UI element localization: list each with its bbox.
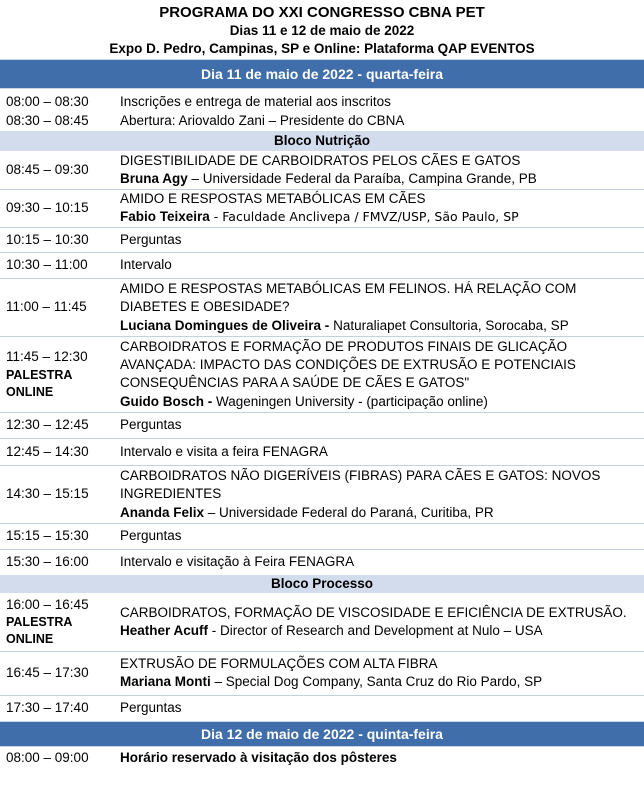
online-badge: PALESTRA ONLINE <box>6 615 72 647</box>
row-desc: Perguntas <box>120 700 182 716</box>
day-1-bar: Dia 11 de maio de 2022 - quarta-feira <box>0 59 644 89</box>
schedule-row <box>0 523 644 549</box>
row-desc: Perguntas <box>120 523 644 549</box>
session-title: CARBOIDRATOS E FORMAÇÃO DE PRODUTOS FINAIS DE GLICAÇÃO AVANÇADA: IMPACTO DAS CONDIÇÕES DE EXTRUSÃO E POTENCIAIS CONSEQUÊNCIAS PARA A SAÚDE DE CÃES E GATOS" <box>120 338 576 391</box>
session-row <box>0 593 644 651</box>
session-row <box>0 278 644 336</box>
row-desc: Perguntas <box>120 227 644 252</box>
row-desc: Intervalo e visita a feira FENAGRA <box>120 438 644 465</box>
speaker-affiliation: – Universidade Federal do Paraná, Curitiba, PR <box>204 504 494 520</box>
session-title: CARBOIDRATOS, FORMAÇÃO DE VISCOSIDADE E EFICIÊNCIA DE EXTRUSÃO. <box>120 604 627 620</box>
session-row <box>0 465 644 523</box>
session-cell <box>120 151 644 189</box>
session-speaker-line <box>120 393 634 411</box>
speaker-name: Luciana Domingues de Oliveira - <box>120 317 330 333</box>
session-cell <box>120 465 644 523</box>
session-title: DIGESTIBILIDADE DE CARBOIDRATOS PELOS CÃES E GATOS <box>120 152 521 168</box>
speaker-name: Mariana Monti <box>120 674 211 690</box>
row-desc: Intervalo <box>120 252 644 278</box>
speaker-affiliation: - Faculdade Anclivepa / FMVZ/USP, São Paulo, SP <box>209 209 519 225</box>
row-time: 11:00 – 11:45 <box>0 278 120 336</box>
row-time: 08:00 – 09:00 <box>6 750 89 766</box>
row-time: 10:15 – 10:30 <box>0 227 120 252</box>
program-header <box>0 0 644 57</box>
session-row <box>0 651 644 695</box>
row-time: 16:00 – 16:45 <box>6 596 89 612</box>
schedule-row <box>0 227 644 252</box>
row-time: 16:45 – 17:30 <box>0 651 120 695</box>
session-speaker-line <box>120 170 634 188</box>
schedule-row <box>0 747 644 769</box>
speaker-name: Fabio Teixeira <box>120 209 210 225</box>
speaker-name: Bruna Agy <box>120 171 188 187</box>
speaker-affiliation: Wageningen University - (participação online) <box>212 393 488 409</box>
session-title: CARBOIDRATOS NÃO DIGERÍVEIS (FIBRAS) PARA CÃES E GATOS: NOVOS INGREDIENTES <box>120 467 601 502</box>
row-time: 17:30 – 17:40 <box>6 700 89 716</box>
row-time: 10:30 – 11:00 <box>0 252 120 278</box>
session-row <box>0 151 644 189</box>
block-nutricao-bar: Bloco Nutrição <box>0 131 644 151</box>
row-desc: Perguntas <box>120 412 644 438</box>
speaker-name: Guido Bosch - <box>120 393 213 409</box>
row-desc: Intervalo e visitação à Feira FENAGRA <box>120 554 355 570</box>
session-speaker-line <box>120 504 634 522</box>
schedule-nutricao <box>0 151 644 575</box>
session-title: AMIDO E RESPOSTAS METABÓLICAS EM CÃES <box>120 191 426 206</box>
speaker-name: Ananda Felix <box>120 504 205 520</box>
session-row <box>0 336 644 412</box>
session-speaker-line <box>120 673 634 691</box>
online-badge: PALESTRA ONLINE <box>6 367 72 399</box>
session-cell <box>120 278 644 336</box>
row-time: 08:45 – 09:30 <box>0 151 120 189</box>
session-speaker-line <box>120 317 634 335</box>
program-title: PROGRAMA DO XXI CONGRESSO CBNA PET <box>159 4 485 21</box>
session-cell <box>120 651 644 695</box>
row-time: 08:30 – 08:45 <box>6 112 89 128</box>
speaker-name: Heather Acuff <box>120 623 209 639</box>
schedule-row <box>0 438 644 465</box>
speaker-affiliation: - Director of Research and Development at Nulo – USA <box>208 623 543 639</box>
session-cell <box>120 336 644 412</box>
session-title: EXTRUSÃO DE FORMULAÇÕES COM ALTA FIBRA <box>120 656 438 671</box>
row-time: 12:45 – 14:30 <box>0 438 120 465</box>
row-time: 15:30 – 16:00 <box>6 554 89 570</box>
session-row <box>0 189 644 227</box>
row-time: 15:15 – 15:30 <box>0 523 120 549</box>
schedule-row <box>0 549 644 575</box>
row-time: 14:30 – 15:15 <box>0 465 120 523</box>
session-speaker-line <box>120 622 634 640</box>
row-desc: Inscrições e entrega de material aos inscritos <box>120 94 391 109</box>
row-desc: Abertura: Ariovaldo Zani – Presidente do CBNA <box>120 112 405 128</box>
speaker-affiliation: – Universidade Federal da Paraíba, Campina Grande, PB <box>187 171 537 187</box>
row-time-cell <box>0 593 120 651</box>
row-desc: Horário reservado à visitação dos pôsteres <box>120 750 397 766</box>
speaker-affiliation: Naturaliapet Consultoria, Sorocaba, SP <box>329 317 569 333</box>
row-time: 09:30 – 10:15 <box>0 189 120 227</box>
schedule-row <box>0 111 644 130</box>
schedule-processo <box>0 593 644 721</box>
program-dates: Dias 11 e 12 de maio de 2022 <box>229 23 415 38</box>
row-time: 12:30 – 12:45 <box>0 412 120 438</box>
session-title: AMIDO E RESPOSTAS METABÓLICAS EM FELINOS. HÁ RELAÇÃO COM DIABETES E OBESIDADE? <box>120 280 577 315</box>
session-speaker-line <box>120 208 634 226</box>
speaker-affiliation: – Special Dog Company, Santa Cruz do Rio Pardo, SP <box>210 674 543 690</box>
row-time-cell <box>0 336 120 412</box>
schedule-row <box>0 695 644 721</box>
schedule-day2 <box>0 747 644 769</box>
session-cell <box>120 593 644 651</box>
day-2-bar: Dia 12 de maio de 2022 - quinta-feira <box>0 721 644 747</box>
program-venue: Expo D. Pedro, Campinas, SP e Online: Plataforma QAP EVENTOS <box>109 40 535 56</box>
schedule-row <box>0 412 644 438</box>
row-time: 11:45 – 12:30 <box>6 349 88 365</box>
schedule-row <box>0 89 644 111</box>
row-time: 08:00 – 08:30 <box>6 94 89 109</box>
session-cell <box>120 189 644 227</box>
schedule-opening <box>0 89 644 130</box>
block-processo-bar: Bloco Processo <box>0 575 644 593</box>
schedule-row <box>0 252 644 278</box>
